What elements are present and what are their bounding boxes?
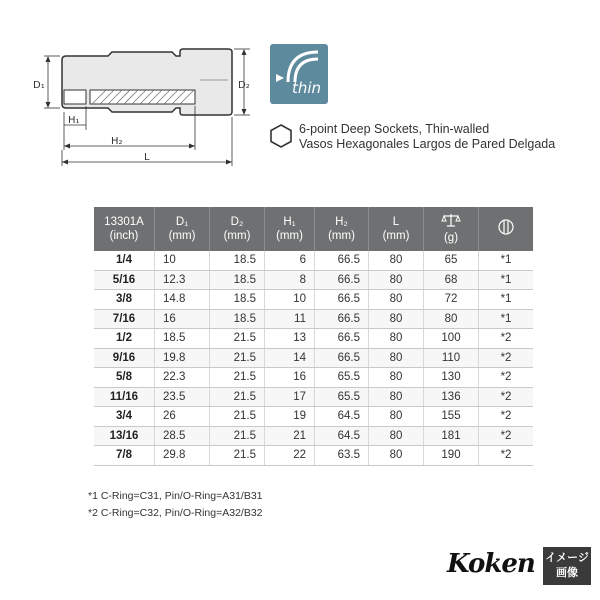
cell-h2: 64.5: [315, 426, 369, 446]
cell-h1: 19: [265, 407, 315, 427]
cell-size: 5/8: [94, 368, 155, 388]
cell-d1: 14.8: [155, 290, 210, 310]
cell-h1: 13: [265, 329, 315, 349]
diagram-label-d1: D₁: [33, 80, 45, 91]
header-d1: [155, 207, 210, 251]
diagram-label-h1: H₁: [68, 115, 80, 126]
cell-oring: *2: [479, 368, 534, 388]
table-header-row: [94, 207, 533, 251]
cell-h2: 66.5: [315, 270, 369, 290]
header-l-unit: (mm): [382, 230, 410, 242]
cell-d2: 21.5: [210, 329, 265, 349]
cell-h2: 64.5: [315, 407, 369, 427]
cell-d2: 21.5: [210, 368, 265, 388]
description-english: 6-point Deep Sockets, Thin-walled: [299, 122, 490, 136]
header-d1-top: D₁: [175, 216, 189, 228]
cell-weight: 130: [424, 368, 479, 388]
cell-l: 80: [369, 290, 424, 310]
footnote-2: *2 C-Ring=C32, Pin/O-Ring=A32/B32: [88, 507, 263, 519]
cell-d2: 21.5: [210, 446, 265, 466]
cell-d1: 18.5: [155, 329, 210, 349]
cell-d1: 10: [155, 251, 210, 270]
cell-size: 11/16: [94, 387, 155, 407]
cell-oring: *2: [479, 407, 534, 427]
cell-l: 80: [369, 446, 424, 466]
table-row: [94, 426, 533, 446]
cell-l: 80: [369, 368, 424, 388]
cell-d2: 21.5: [210, 426, 265, 446]
cell-oring: *1: [479, 251, 534, 270]
cell-d1: 23.5: [155, 387, 210, 407]
table-row: [94, 290, 533, 310]
cell-weight: 190: [424, 446, 479, 466]
cell-h2: 66.5: [315, 348, 369, 368]
cell-h1: 10: [265, 290, 315, 310]
cell-h1: 14: [265, 348, 315, 368]
header-weight: [424, 207, 479, 251]
cell-d2: 18.5: [210, 309, 265, 329]
socket-dimension-diagram: [0, 0, 260, 180]
cell-h1: 11: [265, 309, 315, 329]
cell-l: 80: [369, 426, 424, 446]
spec-table: [94, 207, 533, 466]
cell-weight: 65: [424, 251, 479, 270]
diagram-label-h2: H₂: [111, 136, 123, 147]
header-d2-unit: (mm): [223, 230, 251, 242]
header-h1-top: H₁: [283, 216, 296, 228]
header-h2-top: H₂: [335, 216, 348, 228]
cell-weight: 100: [424, 329, 479, 349]
cell-d2: 18.5: [210, 251, 265, 270]
table-row: [94, 407, 533, 427]
header-oring: [479, 207, 534, 251]
cell-l: 80: [369, 251, 424, 270]
header-weight-unit: (g): [443, 232, 459, 244]
diagram-label-l: L: [144, 152, 150, 163]
cell-h2: 66.5: [315, 251, 369, 270]
cell-l: 80: [369, 329, 424, 349]
header-size-top: 13301A: [104, 216, 144, 228]
cell-d1: 12.3: [155, 270, 210, 290]
cell-h2: 65.5: [315, 387, 369, 407]
scale-icon: [441, 213, 461, 227]
cell-d2: 21.5: [210, 348, 265, 368]
header-l: [369, 207, 424, 251]
thin-wall-badge: [270, 44, 328, 104]
header-l-top: L: [392, 216, 400, 228]
cell-l: 80: [369, 309, 424, 329]
image-badge-line1: イメージ: [545, 552, 589, 564]
cell-oring: *2: [479, 329, 534, 349]
cell-h1: 22: [265, 446, 315, 466]
footnotes: [88, 488, 263, 522]
header-size: [94, 207, 155, 251]
cell-h2: 66.5: [315, 290, 369, 310]
header-h1: [265, 207, 315, 251]
cell-l: 80: [369, 407, 424, 427]
table-row: [94, 368, 533, 388]
cell-d2: 18.5: [210, 270, 265, 290]
cell-weight: 80: [424, 309, 479, 329]
cell-d1: 29.8: [155, 446, 210, 466]
table-row: [94, 446, 533, 466]
cell-size: 1/4: [94, 251, 155, 270]
thin-wall-icon: [270, 44, 328, 84]
cell-d1: 26: [155, 407, 210, 427]
cell-size: 7/16: [94, 309, 155, 329]
cell-d1: 16: [155, 309, 210, 329]
description-spanish: Vasos Hexagonales Largos de Pared Delgada: [299, 137, 556, 151]
cell-size: 3/4: [94, 407, 155, 427]
cell-d2: 18.5: [210, 290, 265, 310]
header-d2-top: D₂: [230, 216, 244, 228]
cell-weight: 110: [424, 348, 479, 368]
header-h2: [315, 207, 369, 251]
header-h2-unit: (mm): [328, 230, 355, 242]
cell-h2: 63.5: [315, 446, 369, 466]
cell-d1: 28.5: [155, 426, 210, 446]
cell-oring: *1: [479, 270, 534, 290]
cell-oring: *2: [479, 348, 534, 368]
cell-h1: 8: [265, 270, 315, 290]
footnote-1: *1 C-Ring=C31, Pin/O-Ring=A31/B31: [88, 490, 263, 502]
cell-h2: 66.5: [315, 329, 369, 349]
cell-d1: 22.3: [155, 368, 210, 388]
header-size-unit: (inch): [109, 230, 139, 242]
cell-weight: 72: [424, 290, 479, 310]
cell-h2: 65.5: [315, 368, 369, 388]
cell-d2: 21.5: [210, 387, 265, 407]
cell-oring: *2: [479, 426, 534, 446]
cell-size: 7/8: [94, 446, 155, 466]
diagram-label-d2: D₂: [238, 80, 250, 91]
oring-pin-icon: [497, 218, 515, 236]
cell-oring: *1: [479, 290, 534, 310]
cell-weight: 136: [424, 387, 479, 407]
product-description: [299, 122, 555, 152]
header-d1-unit: (mm): [168, 230, 196, 242]
cell-weight: 68: [424, 270, 479, 290]
table-row: [94, 329, 533, 349]
cell-size: 1/2: [94, 329, 155, 349]
cell-l: 80: [369, 270, 424, 290]
hexagon-icon: [268, 123, 294, 149]
cell-l: 80: [369, 387, 424, 407]
header-d2: [210, 207, 265, 251]
cell-weight: 181: [424, 426, 479, 446]
cell-size: 13/16: [94, 426, 155, 446]
cell-d2: 21.5: [210, 407, 265, 427]
cell-h1: 6: [265, 251, 315, 270]
header-h1-unit: (mm): [276, 230, 303, 242]
thin-badge-text: thin: [292, 79, 322, 97]
cell-size: 5/16: [94, 270, 155, 290]
table-row: [94, 251, 533, 270]
table-row: [94, 270, 533, 290]
cell-h1: 17: [265, 387, 315, 407]
cell-oring: *2: [479, 446, 534, 466]
image-badge-line2: 画像: [556, 567, 578, 579]
cell-d1: 19.8: [155, 348, 210, 368]
table-row: [94, 309, 533, 329]
table-row: [94, 348, 533, 368]
cell-size: 9/16: [94, 348, 155, 368]
cell-weight: 155: [424, 407, 479, 427]
koken-logo: Koken: [447, 549, 535, 579]
table-row: [94, 387, 533, 407]
cell-h2: 66.5: [315, 309, 369, 329]
image-badge: [543, 547, 591, 585]
cell-l: 80: [369, 348, 424, 368]
cell-size: 3/8: [94, 290, 155, 310]
cell-oring: *1: [479, 309, 534, 329]
cell-oring: *2: [479, 387, 534, 407]
cell-h1: 21: [265, 426, 315, 446]
cell-h1: 16: [265, 368, 315, 388]
